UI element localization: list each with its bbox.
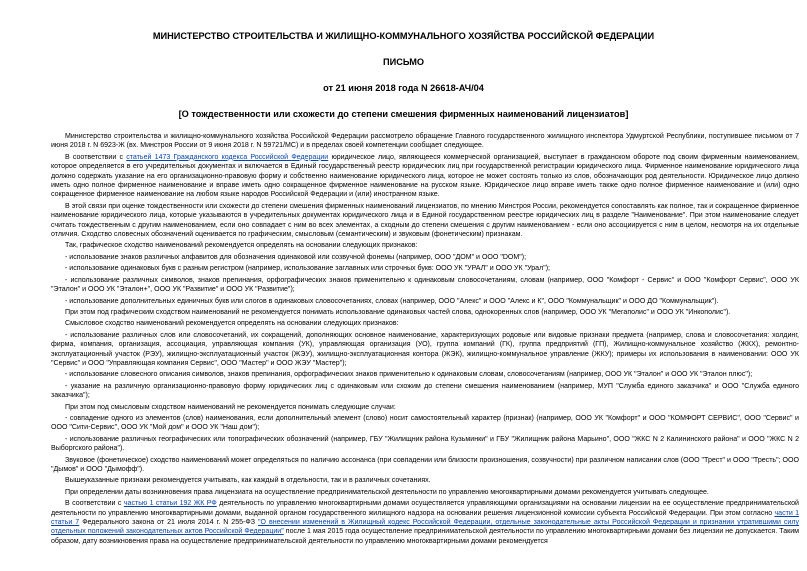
link-housing-code-article-192[interactable]: частью 1 статьи 192 ЖК РФ bbox=[123, 500, 217, 508]
link-federal-law-255[interactable]: "О внесении изменений в Жилищный кодекс Российской Федерации, отдельные законодательные акты Российской Федерации и признании утратившими силу отдельных положений законодательных актов Российской Федерации" bbox=[51, 519, 800, 536]
paragraph: В соответствии с частью 1 статьи 192 ЖК РФ деятельность по управлению многоквартирными домами осуществляется управляющими организациями на основании лицензии на ее осуществление предпринимательской деятельности по управлению многоквартирными домами, выданной органом государственного жилищного надзора на основании решения лицензионной комиссии субъекта Российской Федерации. При этом согласно части 1 статьи 7 Федерального закона от 21 июля 2014 г. N 255-ФЗ "О внесении изменений в Жилищный кодекс Российской Федерации, отдельные законодательные акты Российской Федерации и признании утратившими силу отдельных положений законодательных актов Российской Федерации" после 1 мая 2015 года осуществление предпринимательской деятельности по управлению многоквартирными домами без лицензии не допускается. Таким образом, дату возникновения права на осуществление предпринимательской деятельности по управлению многоквартирными домами рекомендуется bbox=[51, 500, 800, 545]
paragraph: Смысловое сходство наименований рекомендуется определять на основании следующих признаков: bbox=[65, 320, 399, 328]
paragraph: При этом под графическим сходством наименований не рекомендуется понимать использование одинаковых частей слова, однокоренных слов (например, ООО УК "Мегаполис" и ООО УК "Инкополис"). bbox=[65, 308, 731, 316]
paragraph: Вышеуказанные признаки рекомендуется учитывать, как каждый в отдельности, так и в различных сочетаниях. bbox=[65, 477, 431, 485]
list-item: - использование различных символов, знаков препинания, орфографических знаков применительно к одинаковым словосочетаниям, словам (например, ООО "Комфорт - Сервис" и ООО "Комфорт Сервис", ООО УК "Эталон" и ООО УК "Эталон+", ООО УК "Развитие" и ООО УК "Развитие"); bbox=[51, 276, 799, 294]
list-item: - использование словесного описания символов, знаков препинания, орфографических знаков применительно к одинаковым словам, словосочетаниям (например, ООО УК "Эталон" и ООО УК "Эталон плюс"); bbox=[65, 371, 753, 379]
list-item: - использование дополнительных единичных букв или слогов в одинаковых словосочетаниях, словах (например, ООО "Алекс" и ООО "Алекс и К", ООО "Коммунальщик" и ООО ДО "Коммунальщик"). bbox=[65, 297, 719, 305]
paragraph: Так, графическое сходство наименований рекомендуется определять на основании следующих признаков: bbox=[65, 242, 418, 250]
ministry-heading: МИНИСТЕРСТВО СТРОИТЕЛЬСТВА И ЖИЛИЩНО-КОММУНАЛЬНОГО ХОЗЯЙСТВА РОССИЙСКОЙ ФЕДЕРАЦИИ bbox=[152, 31, 655, 41]
document-type: ПИСЬМО bbox=[382, 57, 425, 67]
paragraph: При определении даты возникновения права лицензиата на осуществление предпринимательской деятельности по управлению многоквартирными домами рекомендуется учитывать следующее. bbox=[65, 488, 709, 496]
list-item: - использование различных слов или словосочетаний, их сокращений, дополняющих основное наименование, характеризующих родовые или видовые признаки предмета (например, слова и словосочетания: холдинг, фирма, компания, организация, ассоциация, управляющая компания (УК), управляющая организация (УО), группа компаний (ГК), группа предприятий (ГП), Жилищно-коммунальное хозяйство (ЖКХ), ремонтно-эксплуатационный участок (РЭУ), жилищно-эксплуатационный участок (ЖЭУ), жилищно-эксплуатационная контора (ЖЭК), жилищно-коммунальное управление (ЖКУ); примеры их использования в наименовании: ООО УК "Сервис" и ООО "Управляющая компания Сервис", ООО "Мастер" и ООО ЖЭУ "Мастер"); bbox=[51, 331, 799, 367]
list-item: - использование различных географических или топографических обозначений (например, ГБУ "Жилищник района Кузьминки" и ГБУ "Жилищник района Марьино", ООО "ЖКС N 2 Калининского района" и ООО "ЖКС N 2 Выборгского района"). bbox=[51, 435, 799, 453]
link-civil-code-article-1473[interactable]: статьей 1473 Гражданского кодекса Российской Федерации bbox=[126, 153, 329, 161]
paragraph: Министерство строительства и жилищно-коммунального хозяйства Российской Федерации рассмотрело обращение Главного государственного жилищного инспектора Удмуртской Республики, поступившее письмом от 7 июня 2018 г. N 6923-Ж (вх. Минстроя России от 9 июня 2018 г. N 59721/МС) и в пределах своей компетенции сообщает следующее. bbox=[51, 133, 799, 150]
document-body bbox=[0, 132, 807, 546]
paragraph: Звуковое (фонетическое) сходство наименований может определяться по наличию ассонанса (при совпадении или близости произношения, созвучности) при различном написании слов (ООО "Трест" и ООО "Тресть"; ООО "Дымов" и ООО "Дымофф"). bbox=[51, 456, 799, 473]
list-item: - использование одинаковых букв с разным регистром (например, использование заглавных или строчных букв: ООО УК "УРАЛ" и ООО УК "Урал"); bbox=[65, 265, 550, 273]
paragraph: В этой связи при оценке тождественности или схожести до степени смешения фирменных наименований лицензиатов, по мнению Минстроя России, рекомендуется сопоставлять как полное, так и сокращенное фирменное наименование юридического лица, которые указываются в учредительных документах юридического лица и в Единой государственном реестре юридических лиц в разделе "Наименование". При этом наименование следует считать тождественным с другим наименованием, если оно совпадает с ним во всех элементах, а сходным до степени смешения с другим наименованием - если оно ассоциируется с ним в целом, несмотря на их отдельные отличия. Сходство словесных обозначений оценивается по графическим, смысловым (семантическим) и звуковым (фонетическим) признакам. bbox=[51, 202, 799, 239]
link-article-7-part-1[interactable]: части 1 статьи 7 bbox=[51, 509, 800, 527]
document-date-number: от 21 июня 2018 года N 26618-АЧ/04 bbox=[323, 83, 484, 93]
list-item: - совпадение одного из элементов (слов) наименования, если дополнительный элемент (слово) носит самостоятельный характер (признак) (например, ООО УК "Комфорт" и ООО "КОМФОРТ СЕРВИС", ООО "Сервис" и ООО "Сити-Сервис", ООО УК "Мой дом" и ООО УК "Наш дом"); bbox=[51, 414, 799, 432]
paragraph: В соответствии с статьей 1473 Гражданского кодекса Российской Федерации юридическое лицо, являющееся коммерческой организацией, выступает в гражданском обороте под своим фирменным наименованием, которое определяется в его учредительных документах и включается в Единый государственный реестр юридических лиц при государственной регистрации юридического лица. Фирменное наименование юридического лица должно содержать указание на его организационно-правовую форму и собственно наименование юридического лица, которое не может состоять только из слов, обозначающих род деятельности. Юридическое лицо должно иметь одно полное фирменное наименование и вправе иметь одно сокращенное фирменное наименование на русском языке. Юридическое лицо вправе иметь также одно полное фирменное наименование и (или) одно сокращенное фирменное наименование на любом языке народов Российской Федерации и (или) иностранном языке. bbox=[51, 153, 799, 199]
list-item: - указание на различную организационно-правовую форму юридических лиц с одинаковым или схожим до степени смешения наименованием (например, МУП "Служба единого заказчика" и ООО "Служба единого заказчика"); bbox=[51, 382, 799, 400]
list-item: - использование знаков различных алфавитов для обозначения одинаковой или созвучной фонемы (например, ООО "ДОМ" и ООО "DOM"); bbox=[65, 253, 527, 261]
paragraph: При этом под смысловым сходством наименований не рекомендуется понимать следующие случаи: bbox=[65, 403, 396, 411]
document-topic: [О тождественности или схожести до степени смешения фирменных наименований лицензиатов] bbox=[178, 109, 629, 119]
